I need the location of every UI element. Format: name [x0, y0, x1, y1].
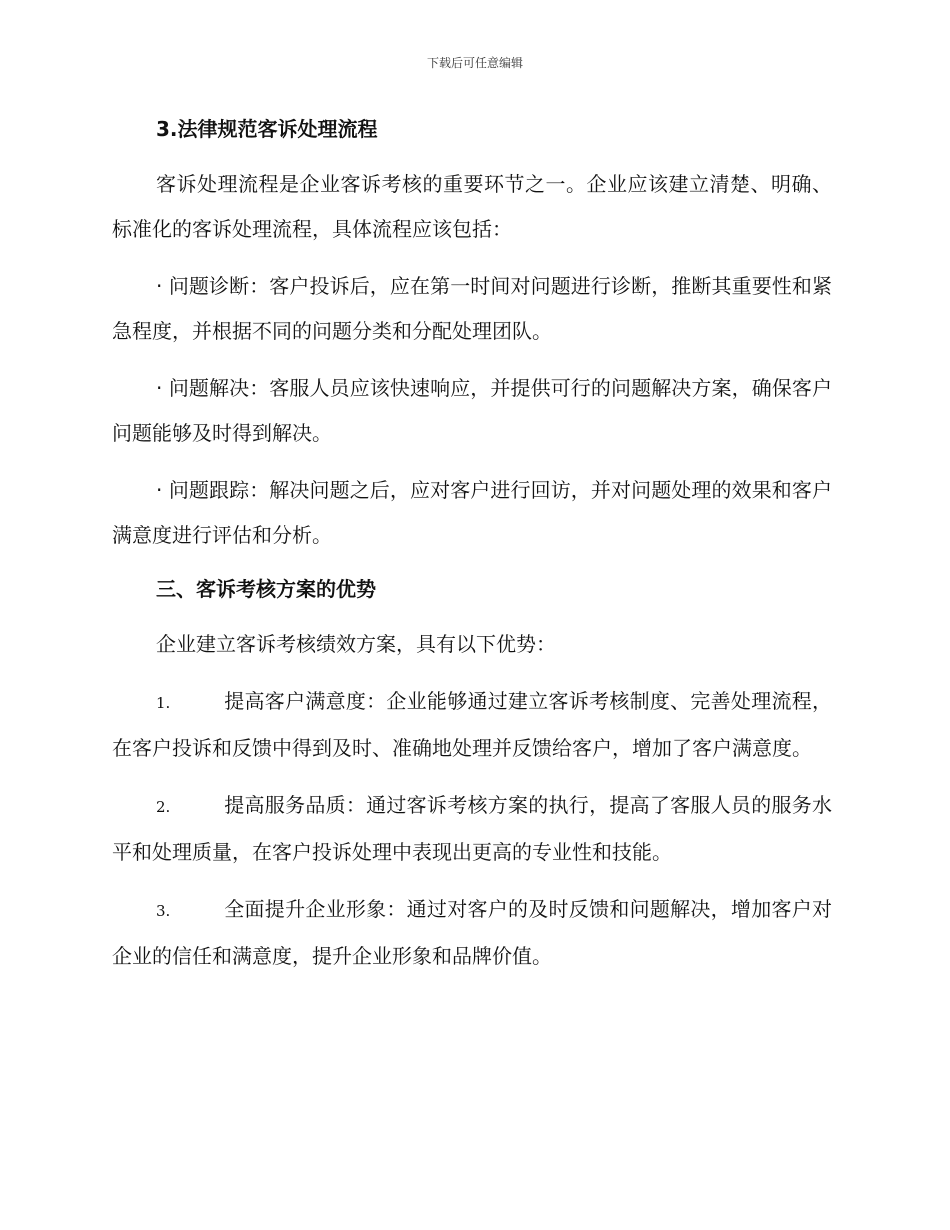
item-number: 2.	[156, 798, 171, 816]
bullet-problem-diagnosis: · 问题诊断：客户投诉后，应在第一时间对问题进行诊断，推断其重要性和紧急程度，并根据不同的问题分类和分配处理团队。	[112, 274, 832, 343]
item-text: 提高客户满意度：企业能够通过建立客诉考核制度、完善处理流程，在客户投诉和反馈中得到及时、准确地处理并反馈给客户，增加了客户满意度。	[112, 689, 832, 760]
section-heading-process: 3.法律规范客诉处理流程	[156, 117, 378, 141]
bullet-problem-tracking: · 问题跟踪：解决问题之后，应对客户进行回访，并对问题处理的效果和客户满意度进行评估和分析。	[112, 478, 832, 547]
item-number: 3.	[156, 902, 171, 920]
document-body	[112, 110, 832, 991]
numbered-item-1	[112, 679, 832, 771]
advantages-intro-paragraph: 企业建立客诉考核绩效方案，具有以下优势：	[156, 632, 556, 656]
process-intro-paragraph: 客诉处理流程是企业客诉考核的重要环节之一。企业应该建立清楚、明确、标准化的客诉处理流程，具体流程应该包括：	[112, 172, 832, 241]
item-text: 提高服务品质：通过客诉考核方案的执行，提高了客服人员的服务水平和处理质量，在客户投诉处理中表现出更高的专业性和技能。	[112, 793, 832, 864]
numbered-item-2	[112, 783, 832, 875]
item-text: 全面提升企业形象：通过对客户的及时反馈和问题解决，增加客户对企业的信任和满意度，提升企业形象和品牌价值。	[112, 897, 832, 968]
numbered-item-3	[112, 887, 832, 979]
page-header: 下载后可任意编辑	[426, 56, 523, 70]
section-heading-advantages: 三、客诉考核方案的优势	[156, 577, 376, 601]
bullet-problem-resolution: · 问题解决：客服人员应该快速响应，并提供可行的问题解决方案，确保客户问题能够及时得到解决。	[112, 376, 832, 445]
item-number: 1.	[156, 694, 171, 712]
